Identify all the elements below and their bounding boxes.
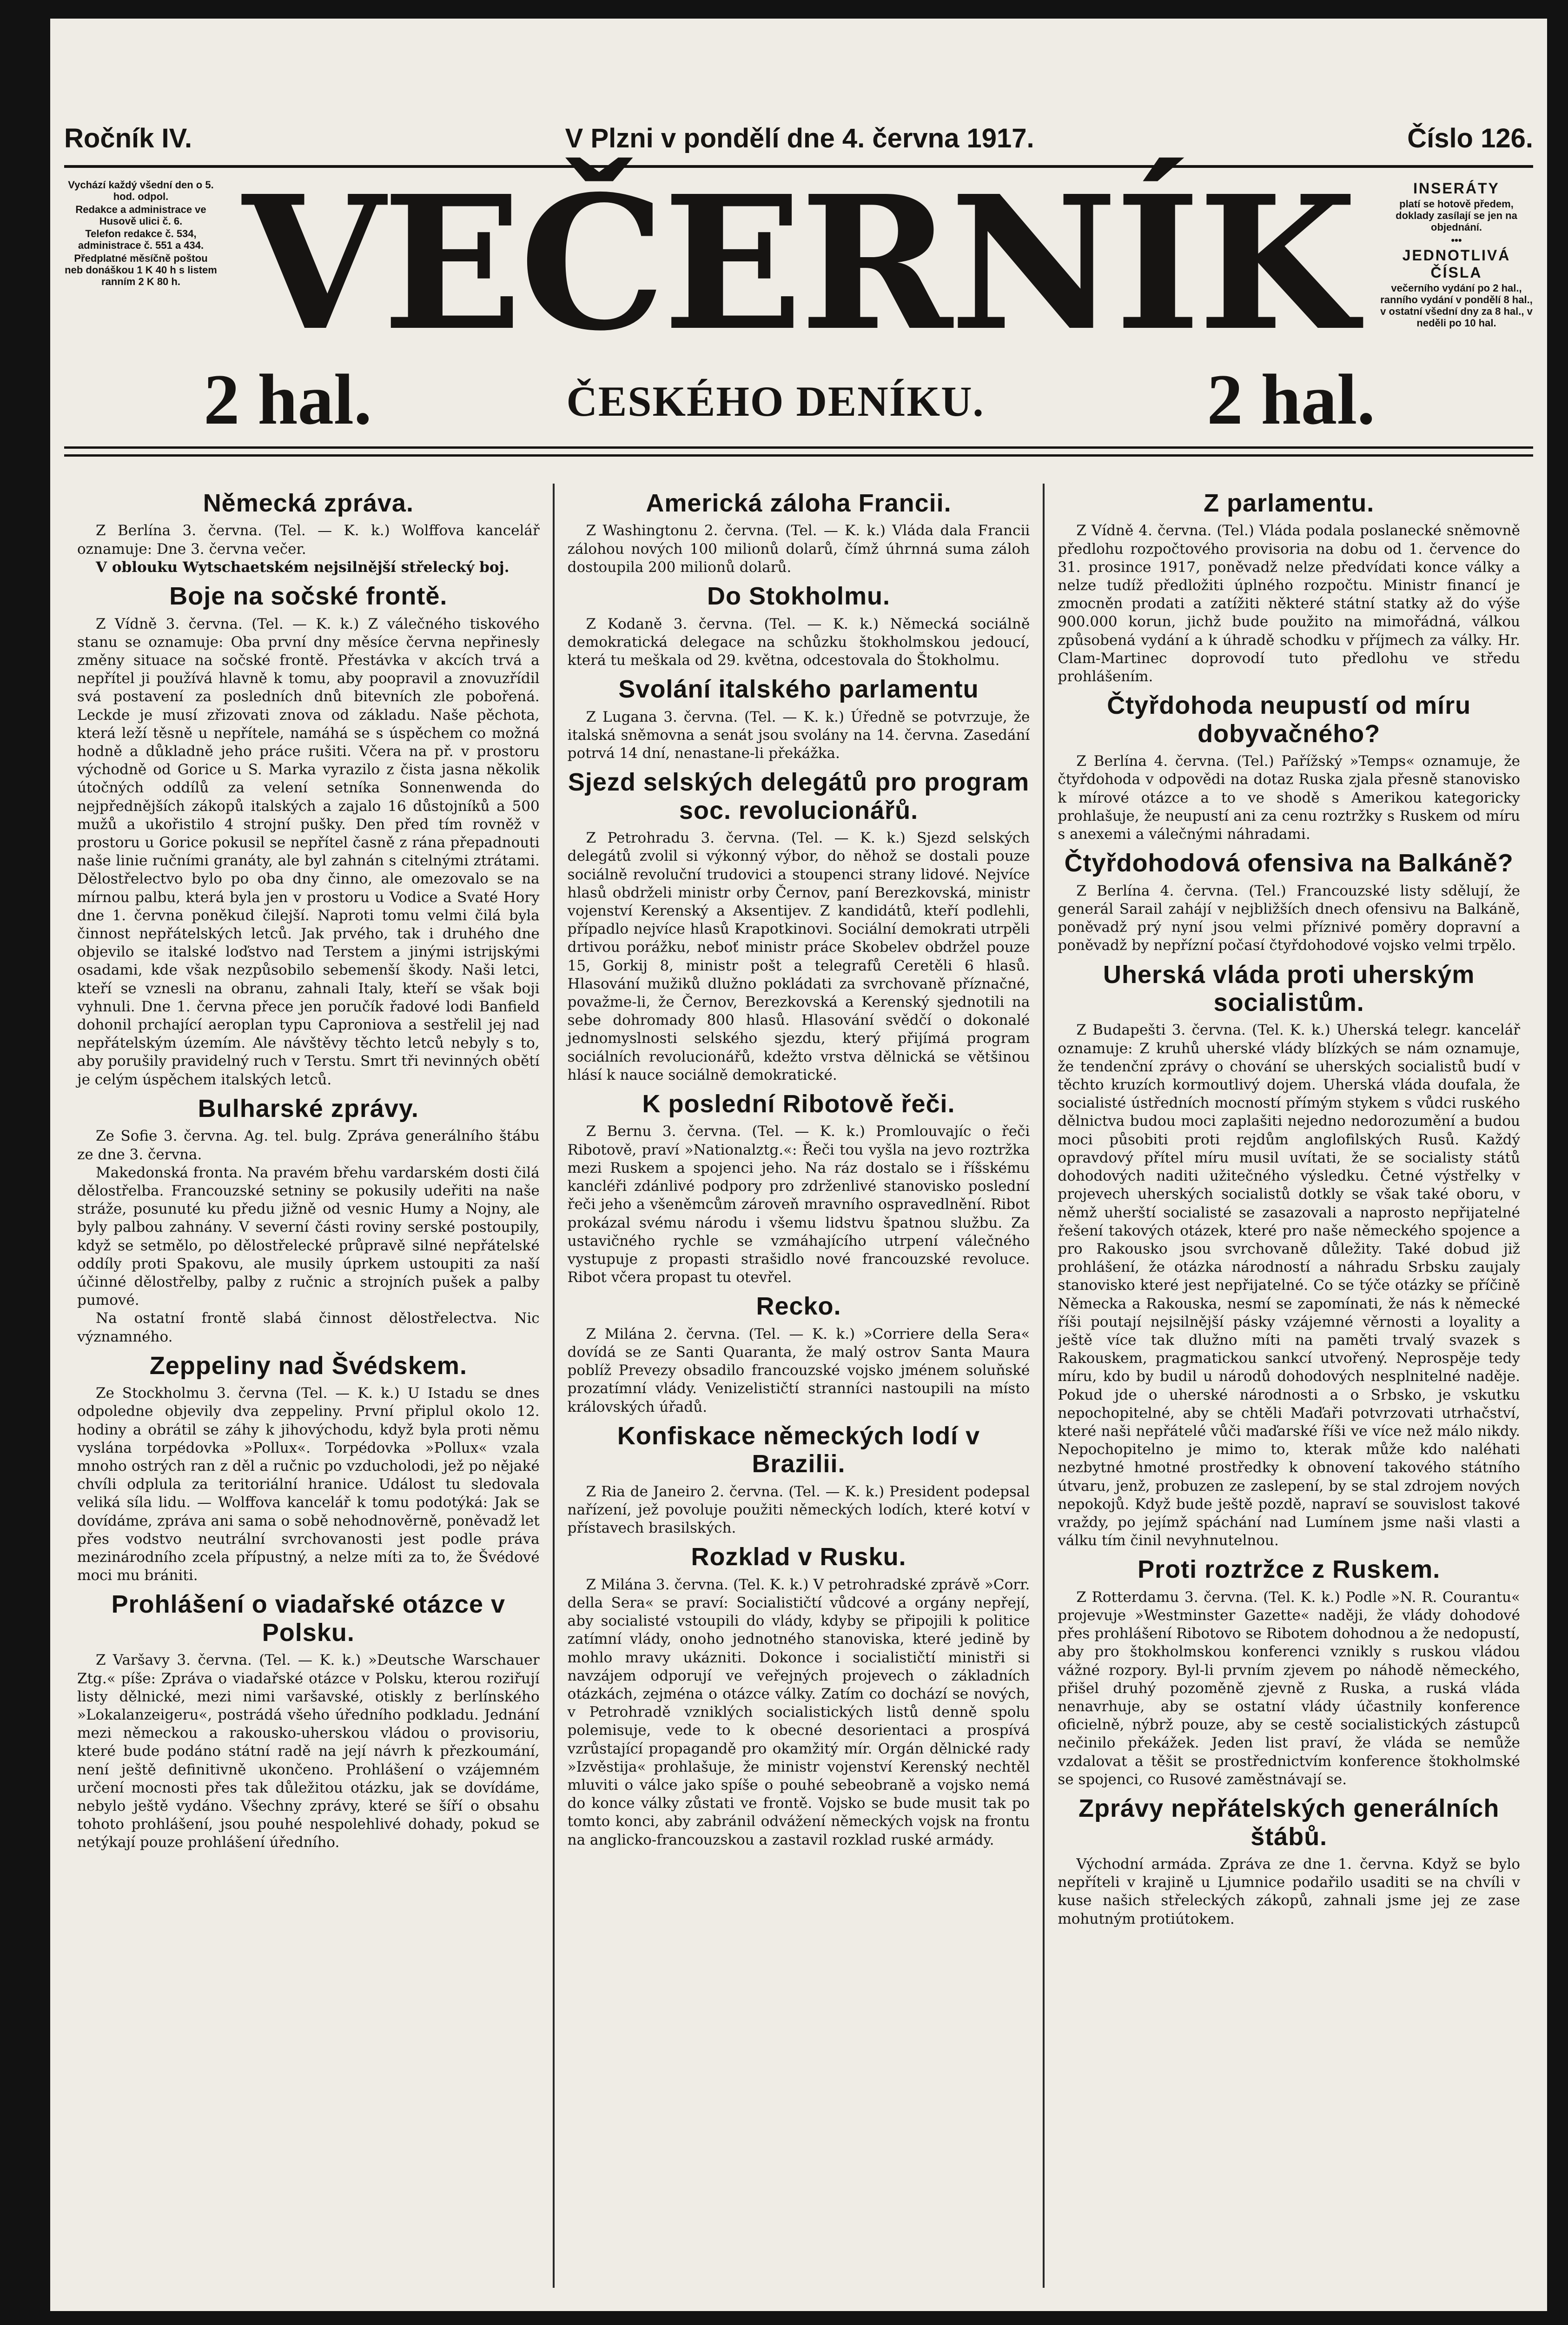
article-paragraph: Na ostatní frontě slabá činnost dělostřelectva. Nic významného. [77,1310,540,1345]
newspaper-subtitle: ČESKÉHO DENÍKU. [566,378,985,425]
headline: Bulharské zprávy. [198,1094,419,1123]
publication-info-line: Vychází každý všední den o 5. hod. odpol. [68,179,214,203]
date-line: V Plzni v pondělí dne 4. června 1917. [565,123,1034,153]
article-paragraph: Z Berlína 3. června. (Tel. — K. k.) Wolffova kancelář oznamuje: Dne 3. června večer. [77,522,540,558]
ads-text: platí se hotově předem, doklady zasílají se jen na objednání. [1396,198,1517,233]
article-paragraph: Z Varšavy 3. června. (Tel. — K. k.) »Deutsche Warschauer Ztg.« píše: Zpráva o viadařské otázce v Polsku, kterou roziřují listy dělnické, mezi nimi varšavské, otiskly z berlínského »Lokalanzeigeru«, postrádá všeho úředního podkladu. Jednání mezi německou a rakousko-uherskou vládou o provisoriu, které bude podáno státní radě na její návrh k přezkoumání, není ještě definitivně ukončeno. Prohlášení o vzájemném určení mocnosti přes tak důležitou otázku, jak se dovídáme, nebylo ještě vydáno. Všechny zprávy, které se šíří o obsahu tohoto prohlášení, jsou pouhé nespolehlivé dohady, pokud se netýkají pouze prohlášení úředního. [77,1652,540,1851]
headline: Z parlamentu. [1204,489,1375,517]
headline: Čtyřdohoda neupustí od míru dobyvačného? [1107,691,1471,748]
headline: Recko. [756,1292,841,1321]
ads-title: INSERÁTY [1413,180,1500,197]
article-paragraph: Z Milána 2. června. (Tel. — K. k.) »Corriere della Sera« dovídá se ze Santi Quaranta, že malý ostrov Santa Maura poblíž Prevezy obsadilo francouzské vojsko jménem soluňské prozatímní vlády. Venizelističtí stranníci nastoupili na místo královských úřadů. [567,1325,1030,1415]
article-paragraph: Z Petrohradu 3. června. (Tel. — K. k.) Sjezd selských delegátů zvolil si výkonný výbor, do něhož se dostali pouze sociálně revoluční trudovici a stoupenci strany lidové. Nejvíce hlasů obdrželi ministr orby Černov, paní Berezkovská, ministr vojenství Kerenský a Aksentijev. Z kandidátů, kteří podlehli, případlo nejvíce hlasů Krapotkinovi. Sociální demokrati utrpěli drtivou porážku, neboť ministr práce Skobelev obdržel pouze 15, Gorkij 8, ministr pošt a telegrafů Ceretěli 6 hlasů. Hlasování mužiků dlužno pokládati za svrchovaně příznačné, považme-li, že Černov, Berezkovská a Kerenský sjednotili na sebe dohromady 800 hlasů. Hlasování svědčí o dokonalé jednomyslnosti selského sjezdu, který přijímá program sociálních revolucionářů, kdežto vrstva dělnická se většinou hlásí k nauce sociálně demokratické. [567,830,1030,1083]
headline: Zprávy nepřátelských generálních štábů. [1078,1794,1500,1851]
ads-divider: ••• [1451,234,1462,246]
headline: Boje na sočské frontě. [169,582,448,611]
column-middle [553,484,1043,2288]
article-paragraph: Ze Stockholmu 3. června (Tel. — K. k.) U Istadu se dnes odpoledne objevily dva zeppeliny. První připlul okolo 12. hodiny a obrátil se záhy k jihovýchodu, když byla proti němu vyslána torpédovka »Pollux«. Torpédovka »Pollux« vzala mnoho ostrých ran z děl a ručnic po vzducholodi, jež po nějaké chvíli odplula za teritoriální hranice. Událost tu sledovala veliká síla lidu. — Wolffova kancelář k tomu podotýká: Jak se dovídáme, zpráva ani sama o sobě nehodnověrně, poněvadž let přes vodstvo neutrální svrchovanosti jest podle práva mezinárodního zcela přípustný, a nelze míti za to, že Švédové moci mu brániti. [77,1385,540,1584]
article-columns [64,484,1533,2288]
article-paragraph: Makedonská fronta. Na pravém břehu vardarském dosti čilá dělostřelba. Francouzské setniny se pokusily udeřiti na naše stráže, posunuté ku předu jižně od vesnic Humy a Nojny, ale byly palbou zahnány. V severní části roviny serské postoupily, když se setmělo, po dělostřelecké průpravě silné nepřátelské oddíly proti Spakovu, ale musily úprkem ustoupiti za naší účinné dělostřelby, palby z ručnic a strojních pušek a palby pumové. [77,1164,540,1309]
article-paragraph: Z Budapešti 3. června. (Tel. K. k.) Uherská telegr. kancelář oznamuje: Z kruhů uherské vlády blízkých se nám oznamuje, že tendenční zprávy o chování se uherských socialistů budí v těchto kruzích kormoutlivý dojem. Uherská vláda doufala, že socialisté ústředních mocností přímým stykem s vůdci ruského dělnictva budou moci zaplašiti nejedno nedorozumění a budou moci působiti proti rejdům anglofilských Rusů. Každý opravdový přítel míru musil uvítati, že se socialisty států dohodových naditi užitečného výsledku. Četné výstřelky v projevech uherských socialistů dotkly se však také oboru, v němž uherští socialisté se zasazovali a naprosto nepřijatelné řešení takových otázek, které pro naše německého spojence a pro Rakousko jsou svrchovaně důležity. Také dobud již prohlášení, že otázka národností a náhradu Srbsku zaujaly stanovisko které jest nepřijatelné. Co se týče otázky se příčině Německa a Rakouska, nesmí se zapomínati, že nás k německé říši poutají nejsilnější pásky vzájemné věrnosti a loyality a ještě více tak dlužno míti na paměti trvalý svazek s Rakouskem, pragmatickou sankcí utvořený. Neprospěje tedy míru, kdo by budil u národů dohodových nesplnitelné naděje. Pokud jde o uherské národnosti a o Srbsko, je vskutku nepochopitelné, aby se chtěli Maďaři potvrzovati utrhačství, které naši nepřátelé vůči maďarské říši ve více než málo nikdy. Nepochopitelno je mimo to, kterak může kdo naléhati nezbytné hmotné prostředky k obnovení takového státního útvaru, jenž, probuzen ze zaslepení, by se stal zdrojem nových nepokojů. Když bude ještě pozdě, napraví se souvislost takové vraždy, po jejímž spáchání nad Lumínem jsme naši vlasti a válku tím činil nevyhnutelnou. [1058,1022,1521,1549]
headline: Svolání italského parlamentu [618,675,979,704]
column-left [64,484,553,2288]
headline: Prohlášení o viadařské otázce v Polsku. [111,1590,506,1647]
article-paragraph: Z Vídně 3. června. (Tel. — K. k.) Z válečného tiskového stanu se oznamuje: Oba první dny měsíce června nepřinesly změny situace na sočské frontě. Přestávka v akcích trvá a nepřítel ji používá hlavně k tomu, aby poopravil a znovuzřídil svá postavení za posledních dnů bitevních zle pobořená. Leckde je musí zřizovati znova od základu. Naše pěchota, která leží těsně u nepřítele, namáhá se s úspěchem co možná hodně a důkladně jeho práce rušiti. Včera na př. v prostoru východně od Gorice u S. Marka vyrazilo z čista jasna několik útočných oddílů za velení setníka Sonnenwenda do nejpřednějších zákopů italských a zajalo 16 důstojníků a 500 mužů a ukořistilo 4 strojní pušky. Den před tím rovněž v prostoru u Gorice pokusil se nepřítel časně z rána přepadnouti naše linie ručními granáty, ale byl zahnán s citelnými ztrátami. Dělostřelectvo bylo po oba dny činno, ale omezovalo se na mírnou palbu, která byla jen v prostoru u Vodice a Svaté Hory dne 1. června poněkud čilejší. Naproti tomu velmi čilá byla činnost nepřátelských letců. Jak prvého, tak i druhého dne objevilo se italské loďstvo nad Terstem a jinými istrijskými osadami, kde však nezpůsobilo sebemenší škody. Naši letci, kteří se vznesli na obranu, zahnali Italy, kteří se však boji vyhnuli. Dne 1. června přece jen poručík řadové lodi Banfield dohonil prchající aeroplan typu Caproniova a sestřelil jej nad nepřátelským územím. Ale návštěvy těchto letců nebyly s to, aby porušily pravidelný ruch v Terstu. Smrt tři nevinných obětí je celým úspěchem italských letců. [77,615,540,1088]
article-paragraph: Z Ria de Janeiro 2. června. (Tel. — K. k.) President podepsal nařízení, jež povoluje použiti německých lodích, které kotví v přístavech brasilských. [567,1483,1030,1537]
article-paragraph: Ze Sofie 3. června. Ag. tel. bulg. Zpráva generálního štábu ze dne 3. června. [77,1128,540,1163]
article-paragraph: Z Rotterdamu 3. června. (Tel. K. k.) Podle »N. R. Courantu« projevuje »Westminster Gazette« naději, že vlády dohodové přes prohlášení Ribotovo se Ribotem dohodnou a že nedopustí, aby pro štokholmskou konferenci vznikly s ruskou vládou vážné rozpory. Byl-li prvním zjevem po náhodě německého, přišel druhý pozoměně zjevně z Ruska, a ruská vláda nenavrhuje, aby se ostatní vlády účastnily konference oficielně, nýbrž pouze, aby se cestě socialistických zástupců nečinilo překážek. Jeden list praví, že vláda se nemůže vzdalovat a těšit se prostřednictvím konference štokholmské se spojenci, co Rusové zaměstnávají se. [1058,1588,1521,1788]
article-paragraph: Východní armáda. Zpráva ze dne 1. června. Když se bylo nepříteli v krajině u Ljumnice podařilo usaditi se na chvíli v kuse našich střeleckých zákopů, zahnali jsme jej ze zase mohutným protiútokem. [1058,1856,1521,1927]
issue-number: Číslo 126. [1407,123,1533,153]
price-left: 2 hal. [204,359,372,439]
headline: Americká záloha Francii. [646,489,952,517]
single-copy-title: JEDNOTLIVÁ ČÍSLA [1402,246,1511,281]
masthead [64,156,1533,442]
publication-info-line: Předplatné měsíčně poštou neb donáškou 1 K 40 h s listem ranním 2 K 80 h. [65,252,217,288]
headline: Čtyřdohodová ofensiva na Balkáně? [1064,849,1514,877]
publication-info-line: Redakce a administrace ve Husově ulici č. 6. [75,203,206,227]
headline: Zeppeliny nad Švédskem. [149,1351,467,1380]
masthead-divider [64,446,1533,457]
publication-info-line: Telefon redakce č. 534, administrace č. 551 a 434. [78,228,204,252]
article-paragraph: V oblouku Wytschaetském nejsilnější střelecký boj. [96,558,509,576]
advertising-info-box [1380,179,1533,330]
headline: Do Stokholmu. [707,582,890,611]
article-paragraph: Z Bernu 3. června. (Tel. — K. k.) Promlouvajíc o řeči Ribotově, praví »Nationalztg.«: Řeči tou vyšla na jevo roztržka mezi Ruskem a spojenci jeho. Na ráz dostalo se i říšskému kancléři zdánlivé podpory pro zdrženlivé stanovisko poslední řeči jeho a všeněmcům zároveň mravního ospravedlnění. Ribot prokázal svému národu i všemu lidstvu špatnou službu. Za ustavičného rychle se vzmáhajícího utrpení válečného vystupuje z propasti strašidlo nové francouzské revoluce. Ribot včera propast tu otevřel. [567,1123,1030,1286]
publication-info-box [64,179,218,289]
article-paragraph: Z Berlína 4. června. (Tel.) Francouzské listy sdělují, že generál Sarail zahájí v nejbližších dnech ofensivu na Balkáně, poněvadž prý nyní jsou velmi příznivé poměry dopravní a poněvadž by nepřízní počasí čtyřdohodové vojsko velmi trpělo. [1058,882,1521,954]
article-paragraph: Z Berlína 4. června. (Tel.) Pařížský »Temps« oznamuje, že čtyřdohoda v odpovědi na dotaz Ruska zjala přesně stanovisko k mírové otázce a to ve shodě s Amerikou kategoricky prohlašuje, že neupustí ani za cenu roztržky s Ruskem od míru s anexemi a válečnými náhradami. [1058,753,1521,843]
column-right [1043,484,1533,2288]
price-right: 2 hal. [1207,359,1375,439]
headline: Německá zpráva. [203,489,414,517]
newspaper-title: VEČERNÍK [242,156,1355,372]
headline: Proti roztržce z Ruskem. [1138,1555,1441,1584]
article-paragraph: Z Vídně 4. června. (Tel.) Vláda podala poslanecké sněmovně předlohu rozpočtového provisoria na dobu od 1. července do 31. prosince 1917, poněvadž nelze předvídati konce války a nelze tudíž předložiti úplného rozpočtu. Ministr financí je zmocněn prodati a zatížiti některé státní statky až do výše 900.000 korun, jichž bude použito na mimořádná, válkou způsobená vydání a k úhradě schodku v příjmech za války. Hr. Clam-Martinec doprovodí tuto předlohu ve středu prohlášením. [1058,522,1521,685]
article-paragraph: Z Lugana 3. června. (Tel. — K. k.) Úředně se potvrzuje, že italská sněmovna a senát jsou svolány na 14. června. Zasedání potrvá 14 dní, nenastane-li překážka. [567,708,1030,762]
volume-label: Ročník IV. [64,123,192,153]
article-paragraph: Z Milána 3. června. (Tel. K. k.) V petrohradské zprávě »Corr. della Sera« se praví: Socialističtí vůdcové a orgány nepřejí, aby socialisté vstoupili do vlády, kdyby se připojili k politice zatímní vlády, onoho jednotného stanoviska, které jedině by mohlo mravy ukázniti. Dokonce i socialističtí ministři si navzájem odporují ve veřejných projevech o základních otázkách, zejména o otázce války. Zatím co dochází se nových, v Petrohradě vzniklých socialistických listů denně spolu polemisuje, vede to k obecné desorientaci a prospívá vzrůstající propagandě pro okamžitý mír. Orgán dělnické rady »Izvěstija« prohlašuje, že ministr vojenství Kerenský nechtěl mluviti o válce jako spíše o pouhé sebeobraně a vojsko nemá do konce války zůstati ve frontě. Vojsko se bude musit tak po tomto konci, aby zabránil odvážení německých vojsk na frontu na anglicko-francouzskou a zastavil rozklad ruské armády. [567,1576,1030,1848]
headline: Konfiskace německých lodí v Brazilii. [617,1422,980,1478]
headline: K poslední Ribotově řeči. [642,1090,955,1118]
article-paragraph: Z Kodaně 3. června. (Tel. — K. k.) Německá sociálně demokratická delegace na schůzku štokholmskou jedoucí, která tu meškala od 29. května, odcestovala do Štokholmu. [567,615,1030,669]
headline: Rozklad v Rusku. [691,1543,906,1571]
headline: Uherská vláda proti uherským socialistům. [1103,960,1475,1016]
single-copy-text: večerního vydání po 2 hal., ranního vydání v pondělí 8 hal., v ostatní všední dny za 8 hal., v neděli po 10 hal. [1380,282,1533,329]
article-paragraph: Z Washingtonu 2. června. (Tel. — K. k.) Vláda dala Francii zálohou nových 100 milionů dolarů, čímž úhrnná suma záloh dostoupila 200 milionů dolarů. [567,522,1030,576]
headline: Sjezd selských delegátů pro program soc. revolucionářů. [568,768,1030,824]
newspaper-page [50,19,1547,2311]
